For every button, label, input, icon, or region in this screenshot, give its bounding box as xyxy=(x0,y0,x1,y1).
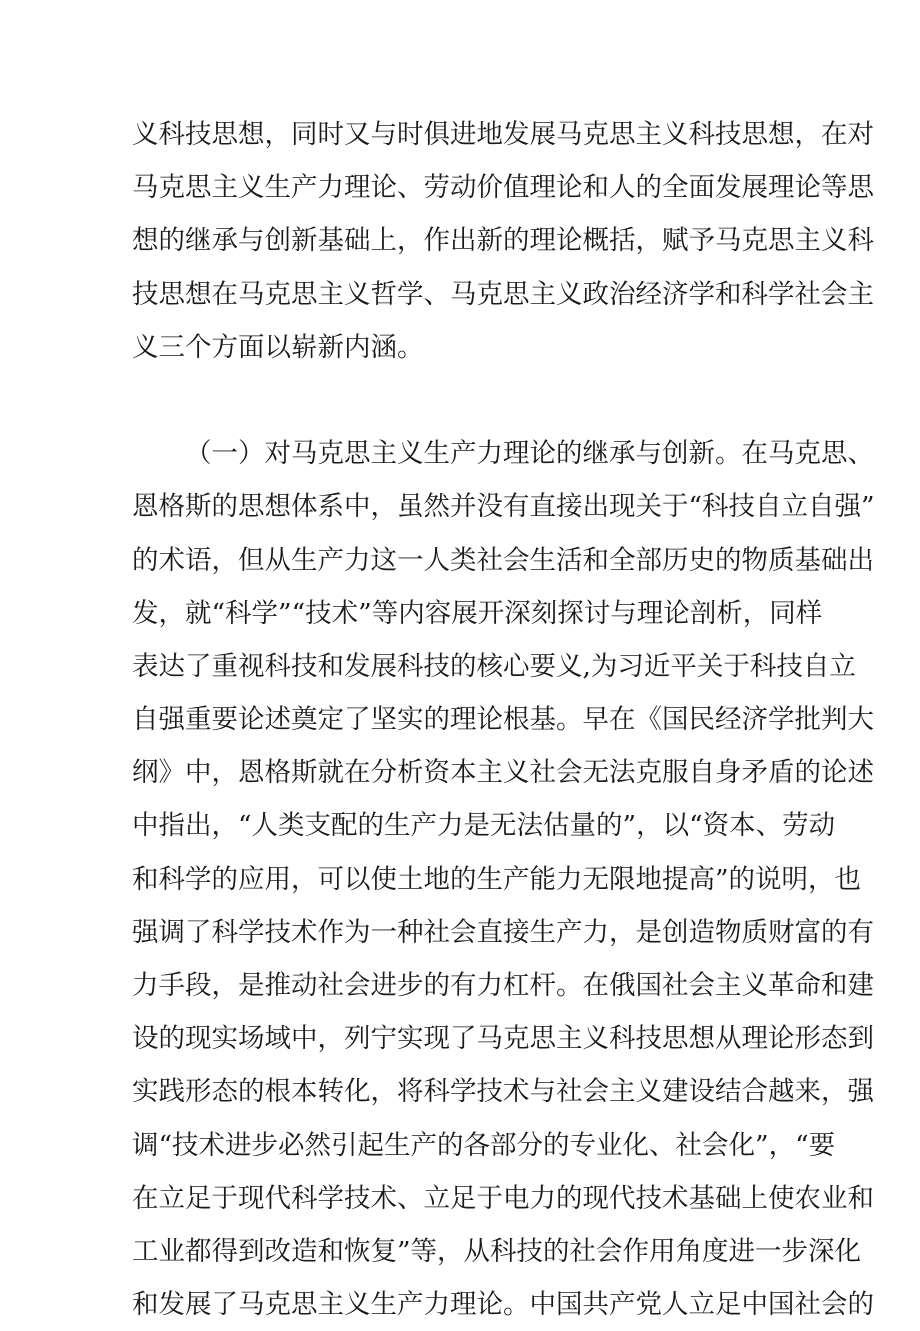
text-line: 设的现实场域中，列宁实现了马克思主义科技思想从理论形态到 xyxy=(132,1023,874,1055)
text-line: 中指出，“人类支配的生产力是无法估量的”，以“资本、劳动 xyxy=(132,810,836,842)
section-heading-line: （一）对马克思主义生产力理论的继承与创新。在马克思、 xyxy=(185,438,874,470)
text-line: 实践形态的根本转化，将科学技术与社会主义建设结合越来，强 xyxy=(132,1076,874,1108)
text-line: 恩格斯的思想体系中，虽然并没有直接出现关于“科技自立自强” xyxy=(132,491,875,523)
text-line: 想的继承与创新基础上，作出新的理论概括，赋予马克思主义科 xyxy=(132,225,874,257)
text-line: 强调了科学技术作为一种社会直接生产力，是创造物质财富的有 xyxy=(132,916,874,948)
text-line: 技思想在马克思主义哲学、马克思主义政治经济学和科学社会主 xyxy=(132,278,874,310)
text-line: 调“技术进步必然引起生产的各部分的专业化、社会化”，“要 xyxy=(132,1129,836,1161)
text-line: 力手段，是推动社会进步的有力杠杆。在俄国社会主义革命和建 xyxy=(132,970,874,1001)
text-line: 马克思主义生产力理论、劳动价值理论和人的全面发展理论等思 xyxy=(132,172,874,204)
body-text xyxy=(132,108,875,1331)
text-line: 在立足于现代科学技术、立足于电力的现代技术基础上使农业和 xyxy=(132,1182,874,1214)
text-line: 工业都得到改造和恢复”等，从科技的社会作用角度进一步深化 xyxy=(132,1235,862,1267)
text-line: 和科学的应用，可以使土地的生产能力无限地提高”的说明，也 xyxy=(132,863,862,895)
text-line: 义三个方面以崭新内涵。 xyxy=(132,331,424,363)
paragraph-gap xyxy=(132,374,792,427)
text-line: 发，就“科学”“技术”等内容展开深刻探讨与理论剖析，同样 xyxy=(132,597,823,629)
text-line: 纲》中，恩格斯就在分析资本主义社会无法克服自身矛盾的论述 xyxy=(132,757,874,789)
text-line: 义科技思想，同时又与时俱进地发展马克思主义科技思想，在对 xyxy=(132,119,874,150)
text-line: 的术语，但从生产力这一人类社会生活和全部历史的物质基础出 xyxy=(132,544,874,576)
text-line: 和发展了马克思主义生产力理论。中国共产党人立足中国社会的 xyxy=(132,1289,874,1321)
text-line: 表达了重视科技和发展科技的核心要义,为习近平关于科技自立 xyxy=(132,650,856,682)
text-line: 自强重要论述奠定了坚实的理论根基。早在《国民经济学批判大 xyxy=(132,704,874,736)
